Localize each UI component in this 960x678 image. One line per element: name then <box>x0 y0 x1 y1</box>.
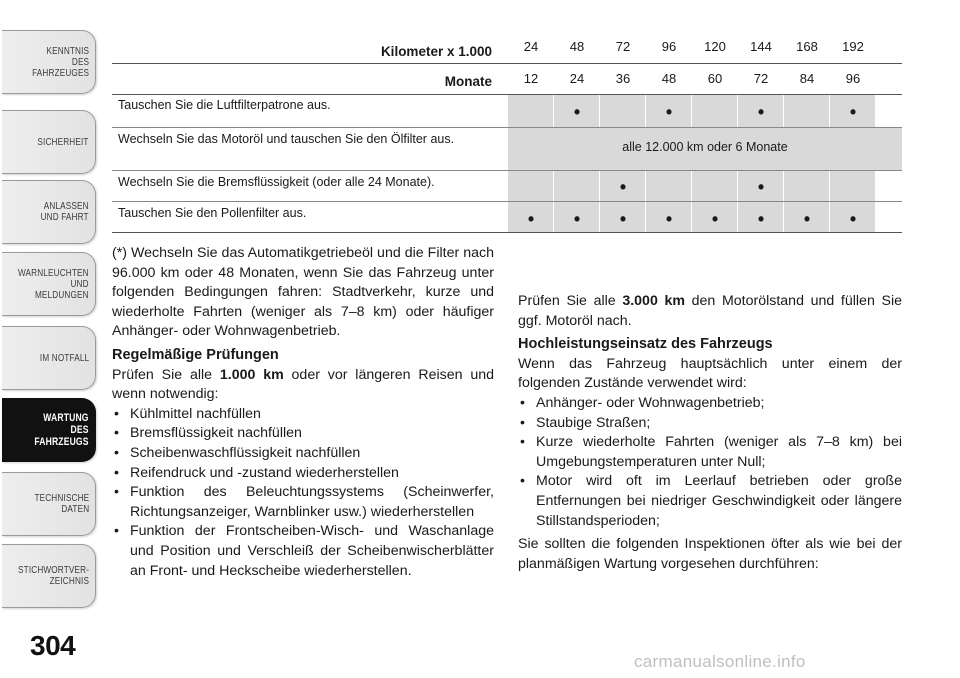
tab-label: ANLASSEN UND FAHRT <box>40 200 89 223</box>
service-mark: • <box>573 209 581 229</box>
regular-checks-intro <box>112 366 494 405</box>
service-mark: • <box>849 209 857 229</box>
heavy-duty-list <box>518 394 902 531</box>
oil-check-note <box>518 292 902 331</box>
table-row-brake-fluid <box>112 171 902 201</box>
header-row-months <box>112 64 902 94</box>
list-item: • Staubige Straßen; <box>518 414 902 434</box>
month-value: 36 <box>615 71 631 86</box>
table-row-engine-oil <box>112 128 902 170</box>
interval-value: 3.000 km <box>622 293 685 309</box>
list-item: • Funktion des Beleuchtungssystems (Scheinwerfer, Richtungsanzeiger, Warnblinker usw.) wiederherstellen <box>112 483 494 522</box>
service-mark: • <box>573 102 581 122</box>
service-mark: • <box>757 177 765 197</box>
service-mark: • <box>757 102 765 122</box>
service-mark: • <box>665 102 673 122</box>
tab-label: SICHERHEIT <box>37 135 89 148</box>
section-heading-regular-checks: Regelmäßige Prüfungen <box>112 346 279 363</box>
service-mark: • <box>619 177 627 197</box>
table-row-air-filter <box>112 95 902 127</box>
list-item: • Kühlmittel nachfüllen <box>112 405 494 425</box>
month-value: 72 <box>753 71 769 86</box>
tab-sicherheit[interactable] <box>2 110 96 174</box>
service-mark: • <box>757 209 765 229</box>
text: oder vor längeren Reisen und wenn notwendig: <box>112 366 495 403</box>
page-number: 304 <box>30 630 76 661</box>
service-mark: • <box>849 102 857 122</box>
month-value: 12 <box>523 71 539 86</box>
heavy-duty-outro: Sie sollten die folgenden Inspektionen öfter als wie bei der planmäßigen Wartung vorgesehen durchführen: <box>518 536 902 572</box>
list-item: • Funktion der Frontscheiben-Wisch- und Waschanlage und Position und Verschleiß der Scheibenwischerblätter an Front- und Heckscheibe wiederherstellen. <box>112 522 494 581</box>
table-divider <box>112 232 902 233</box>
header-row-kilometers <box>112 30 902 62</box>
tab-label: STICHWORTVER- ZEICHNIS <box>17 564 89 587</box>
km-value: 72 <box>615 39 631 54</box>
regular-checks-list <box>112 405 494 581</box>
row-label: Tauschen Sie den Pollenfilter aus. <box>118 206 307 220</box>
right-text-column <box>518 292 902 578</box>
transmission-note: (*) Wechseln Sie das Automatikgetriebeöl und die Filter nach 96.000 km oder 48 Monaten, wenn Sie das Fahrzeug unter folgenden Bedingungen fahren: Stadtverkehr, kurze und wiederholte Fahrten (weniger als 7–8 km) oder häufiger Anhänger- oder Wohnwagenbetrieb. <box>112 245 494 340</box>
tab-label: KENNTNIS DES FAHRZEUGES <box>31 44 89 79</box>
month-value: 84 <box>799 71 815 86</box>
list-item: • Motor wird oft im Leerlauf betrieben oder große Entfernungen bei niedriger Geschwindigkeit oder längere Stillstandsperioden; <box>518 472 902 531</box>
month-value: 48 <box>661 71 677 86</box>
table-row-pollen-filter <box>112 202 902 232</box>
km-value: 24 <box>523 39 539 54</box>
tab-label: IM NOTFALL <box>39 351 89 364</box>
list-item: • Scheibenwaschflüssigkeit nachfüllen <box>112 444 494 464</box>
months-label: Monate <box>444 74 492 89</box>
tab-label: WARNLEUCHTEN UND MELDUNGEN <box>18 266 89 301</box>
text: Prüfen Sie alle <box>518 293 623 309</box>
row-label: Wechseln Sie die Bremsflüssigkeit (oder alle 24 Monate). <box>118 175 435 189</box>
service-mark: • <box>665 209 673 229</box>
list-item: • Bremsflüssigkeit nachfüllen <box>112 424 494 444</box>
list-item: • Kurze wiederholte Fahrten (weniger als 7–8 km) bei Umgebungstemperaturen unter Null; <box>518 433 902 472</box>
tab-warnleuchten-und-meldungen[interactable] <box>2 252 96 316</box>
service-mark: • <box>527 209 535 229</box>
tab-im-notfall[interactable] <box>2 326 96 390</box>
interval-value: 1.000 km <box>219 366 284 383</box>
month-value: 60 <box>707 71 723 86</box>
tab-stichwortverzeichnis[interactable] <box>2 544 96 608</box>
text: Prüfen Sie alle <box>112 366 220 383</box>
km-value: 192 <box>842 39 864 54</box>
km-value: 120 <box>704 39 726 54</box>
watermark: carmanualsonline.info <box>634 652 806 671</box>
service-mark: • <box>803 209 811 229</box>
left-text-column <box>112 244 494 581</box>
tab-label: TECHNISCHE DATEN <box>34 492 89 515</box>
tab-kenntnis-des-fahrzeuges[interactable] <box>2 30 96 94</box>
row-label: Tauschen Sie die Luftfilterpatrone aus. <box>118 98 331 112</box>
oil-interval-note: alle 12.000 km oder 6 Monate <box>622 140 788 154</box>
km-label: Kilometer x 1.000 <box>380 44 492 59</box>
heavy-duty-intro: Wenn das Fahrzeug hauptsächlich unter einem der folgenden Zustände verwendet wird: <box>518 355 902 392</box>
tab-wartung-des-fahrzeugs[interactable] <box>2 398 96 462</box>
km-value: 168 <box>796 39 818 54</box>
service-mark: • <box>619 209 627 229</box>
text: den Motorölstand und füllen Sie ggf. Motoröl nach. <box>518 293 902 329</box>
chapter-sidebar <box>0 0 100 678</box>
month-value: 24 <box>569 71 585 86</box>
tab-technische-daten[interactable] <box>2 472 96 536</box>
list-item: • Reifendruck und -zustand wiederherstellen <box>112 464 494 484</box>
km-value: 48 <box>569 39 585 54</box>
km-value: 144 <box>750 39 772 54</box>
service-mark: • <box>711 209 719 229</box>
month-value: 96 <box>845 71 861 86</box>
tab-anlassen-und-fahrt[interactable] <box>2 180 96 244</box>
km-value: 96 <box>661 39 677 54</box>
row-label: Wechseln Sie das Motoröl und tauschen Sie den Ölfilter aus. <box>118 132 455 146</box>
tab-label: WARTUNG DES FAHRZEUGS <box>34 412 89 448</box>
list-item: • Anhänger- oder Wohnwagenbetrieb; <box>518 394 902 414</box>
section-heading-heavy-duty: Hochleistungseinsatz des Fahrzeugs <box>518 336 773 353</box>
